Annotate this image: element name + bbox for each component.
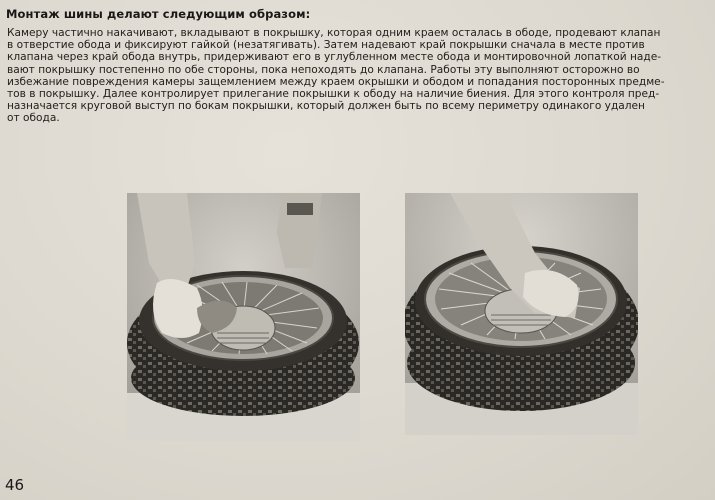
paragraph-line: клапана через край обода внутрь, придерживают его в углубленном месте обода и монтировочной лопаткой наде- — [7, 51, 662, 64]
paragraph-line: тов в покрышку. Далее контролирует прилегание покрышки к ободу на наличие биения. Для этого контроля пред- — [7, 88, 660, 101]
tire-photo-illustration — [127, 193, 360, 441]
paragraph-line: избежание повреждения камеры защемлением между краем окрышки и ободом и попадания посторонных предме- — [7, 75, 665, 88]
page-number: 46 — [5, 476, 25, 494]
paragraph-line: назначается круговой выступ по бокам покрышки, который должен быть по всему периметру одинакого удален — [7, 100, 645, 113]
photo-tire-mounting-right — [405, 193, 638, 435]
paragraph-line: Камеру частично накачивают, вкладывают в покрышку, которая одним краем осталась в ободе, продевают клапан — [7, 27, 661, 39]
body-paragraph — [7, 27, 709, 125]
section-heading: Монтаж шины делают следующим образом: — [6, 7, 311, 21]
paragraph-line: от обода. — [7, 112, 60, 125]
paragraph-line: в отверстие обода и фиксируют гайкой (незатягивать). Затем надевают край покрышки сначала в месте против — [7, 39, 645, 52]
paragraph-line: вают покрышку постепенно по обе стороны, пока непоходять до клапана. Работы эту выполняют осторожно во — [7, 63, 640, 76]
photo-tire-mounting-left — [127, 193, 360, 441]
tire-photo-illustration — [405, 193, 638, 435]
